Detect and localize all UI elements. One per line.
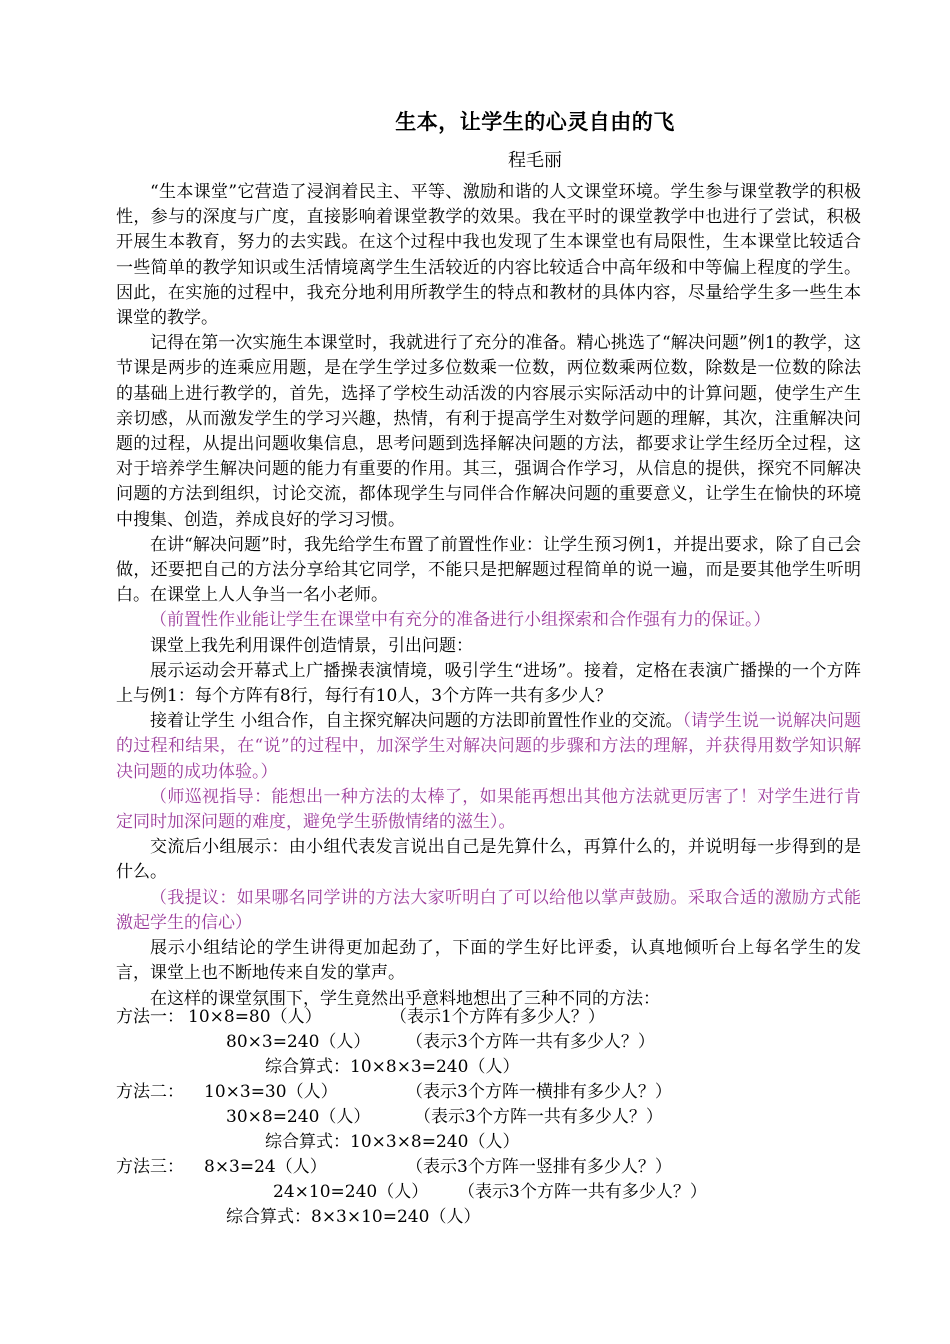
method-two-label: 方法二： <box>116 1082 184 1102</box>
paragraph-methods-intro: 在这样的课堂氛围下，学生竟然出乎意料地想出了三种不同的方法： <box>150 988 660 1009</box>
method-two-note2: （表示3个方阵一共有多少人？） <box>414 1107 663 1127</box>
method-three-label: 方法三： <box>116 1157 184 1177</box>
method-one-note1: （表示1个方阵有多少人？） <box>390 1007 605 1027</box>
method-two-total: 综合算式：10×3×8=240（人） <box>265 1132 520 1152</box>
group-work-text: 接着让学生 小组合作，自主探究解决问题的方法即前置性作业的交流。 <box>150 711 683 732</box>
document-body <box>116 180 861 1012</box>
annotation-guidance: （师巡视指导：能想出一种方法的太棒了，如果能再想出其他方法就更厉害了！对学生进行肯定同时加深问题的难度，避免学生骄傲情绪的滋生）。 <box>116 786 861 833</box>
method-three-note2: （表示3个方阵一共有多少人？） <box>458 1182 707 1202</box>
method-one-note2: （表示3个方阵一共有多少人？） <box>406 1032 655 1052</box>
paragraph-homework: 在讲“解决问题”时，我先给学生布置了前置性作业：让学生预习例1，并提出要求，除了自己会做，还要把自己的方法分享给其它同学，不能只是把解题过程简单的说一遍，而是要其他学生听明白。在课堂上人人争当一名小老师。 <box>116 534 861 606</box>
method-three-note1: （表示3个方阵一竖排有多少人？） <box>406 1157 672 1177</box>
method-two-note1: （表示3个方阵一横排有多少人？） <box>406 1082 672 1102</box>
paragraph-scene: 课堂上我先利用课件创造情景，引出问题： <box>150 635 473 656</box>
paragraph-preparation: 记得在第一次实施生本课堂时，我就进行了充分的准备。精心挑选了“解决问题”例1的教学，这节课是两步的连乘应用题，是在学生学过多位数乘一位数，两位数乘两位数，除数是一位数的除法的基础上进行教学的，首先，选择了学校生动活泼的内容展示实际活动中的计算问题，使学生产生亲切感，从而激发学生的学习兴趣，热情，有利于提高学生对数学问题的理解，其次，注重解决问题的过程，从提出问题收集信息，思考问题到选择解决问题的方法，都要求让学生经历全过程，这对于培养学生解决问题的能力有重要的作用。其三，强调合作学习，从信息的提供，探究不同解决问题的方法到组织，讨论交流，都体现学生与同伴合作解决问题的重要意义，让学生在愉快的环境中搜集、创造，养成良好的学习习惯。 <box>116 333 861 530</box>
annotation-group-work: （请学生说一说解决问题的过程和结果，在“说”的过程中，加深学生对解决问题的步骤和方法的理解，并获得用数学知识解决问题的成功体验。） <box>116 711 862 782</box>
method-two-step1: 10×3=30（人） <box>204 1082 338 1102</box>
paragraph-atmosphere: 展示小组结论的学生讲得更加起劲了，下面的学生好比评委，认真地倾听台上每名学生的发言，课堂上也不断地传来自发的掌声。 <box>116 938 861 984</box>
method-three-step2: 24×10=240（人） <box>273 1182 429 1202</box>
paragraph-intro: “生本课堂”它营造了浸润着民主、平等、激励和谐的人文课堂环境。学生参与课堂教学的积极性，参与的深度与广度，直接影响着课堂教学的效果。我在平时的课堂教学中也进行了尝试，积极开展生本教育，努力的去实践。在这个过程中我也发现了生本课堂也有局限性，生本课堂比较适合一些简单的教学知识或生活情境离学生生活较近的内容比较适合中高年级和中等偏上程度的学生。因此，在实施的过程中，我充分地利用所教学生的特点和教材的具体内容，尽量给学生多一些生本课堂的教学。 <box>116 182 861 329</box>
author-name: 程毛丽 <box>508 150 562 171</box>
method-three-step1: 8×3=24（人） <box>204 1157 327 1177</box>
method-two-step2: 30×8=240（人） <box>226 1107 371 1127</box>
method-one-step2: 80×3=240（人） <box>226 1032 371 1052</box>
annotation-suggestion: （我提议：如果哪名同学讲的方法大家听明白了可以给他以掌声鼓励。采取合适的激励方式能激起学生的信心） <box>116 887 861 933</box>
method-one-total: 综合算式：10×8×3=240（人） <box>265 1057 520 1077</box>
method-three-total: 综合算式：8×3×10=240（人） <box>226 1207 481 1227</box>
paragraph-group-work <box>116 709 861 785</box>
annotation-homework: （前置性作业能让学生在课堂中有充分的准备进行小组探索和合作强有力的保证。） <box>150 610 771 631</box>
method-one-step1: 10×8=80（人） <box>188 1007 322 1027</box>
method-one-label: 方法一： <box>116 1007 184 1027</box>
paragraph-problem: 展示运动会开幕式上广播操表演情境，吸引学生“进场”。接着，定格在表演广播操的一个方阵上与例1：每个方阵有8行，每行有10人，3个方阵一共有多少人？ <box>116 660 861 707</box>
document-title: 生本，让学生的心灵自由的飞 <box>395 109 675 134</box>
paragraph-presentation: 交流后小组展示：由小组代表发言说出自己是先算什么，再算什么的，并说明每一步得到的是什么。 <box>116 837 861 883</box>
